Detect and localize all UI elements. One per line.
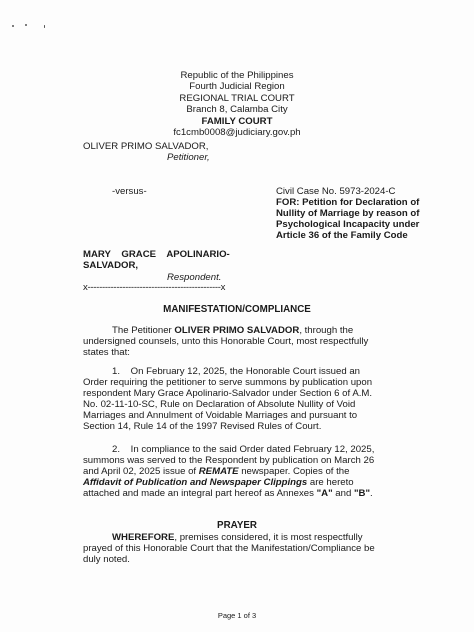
- petitioner-name-inline: OLIVER PRIMO SALVADOR: [174, 325, 300, 336]
- prayer-heading: PRAYER: [217, 520, 257, 531]
- caption-separator: x----------------------------------------------x: [83, 282, 226, 293]
- scan-speck: [25, 24, 27, 26]
- annex-title: Affidavit of Publication and Newspaper Clippings: [83, 477, 308, 488]
- page-number: Page 1 of 3: [217, 611, 257, 620]
- header-line: FAMILY COURT: [201, 115, 273, 127]
- para2-text: are hereto: [307, 477, 354, 488]
- respondent-role: Respondent.: [167, 272, 222, 283]
- intro-line: [112, 325, 353, 336]
- case-title-line: FOR: Petition for Declaration of: [276, 197, 420, 208]
- para1-line: 1. On February 12, 2025, the Honorable Court issued an: [112, 366, 360, 377]
- versus-label: -versus-: [112, 186, 147, 197]
- petitioner-name: OLIVER PRIMO SALVADOR,: [83, 141, 209, 152]
- para2-text: and April 02, 2025 issue of: [83, 466, 199, 477]
- para2-line: summons was served to the Respondent by publication on March 26: [83, 455, 375, 466]
- header-line: Republic of the Philippines: [180, 70, 294, 81]
- intro-text: The Petitioner: [112, 325, 175, 336]
- intro-text: , through the: [299, 325, 354, 336]
- intro-line: states that:: [83, 347, 130, 358]
- petitioner-role: Petitioner,: [167, 152, 210, 163]
- respondent-name: SALVADOR,: [83, 260, 139, 271]
- case-title-line: Nullity of Marriage by reason of: [276, 208, 420, 219]
- para2-text: attached and made an integral part hereof as Annexes: [83, 488, 317, 499]
- case-title-line: Article 36 of the Family Code: [276, 230, 408, 241]
- prayer-text: , premises considered, it is most respectfully: [174, 532, 363, 543]
- header-line: Branch 8, Calamba City: [186, 104, 288, 116]
- para1-line: respondent Mary Grace Apolinario-Salvador under Section 6 of A.M.: [83, 388, 373, 399]
- newspaper-name: REMATE: [198, 466, 239, 477]
- header-email: fc1cmb0008@judiciary.gov.ph: [173, 127, 301, 139]
- header-line: REGIONAL TRIAL COURT: [179, 92, 295, 104]
- prayer-line: [112, 532, 363, 543]
- prayer-line: prayed of this Honorable Court that the Manifestation/Compliance be: [83, 543, 375, 554]
- case-number: Civil Case No. 5973-2024-C: [276, 186, 396, 197]
- header-line: Fourth Judicial Region: [189, 81, 285, 93]
- wherefore-label: WHEREFORE: [112, 532, 175, 543]
- para2-text: .: [370, 488, 373, 499]
- para1-line: Marriages and Annulment of Voidable Marriages and pursuant to: [83, 410, 358, 421]
- para2-line: 2. In compliance to the said Order dated February 12, 2025,: [112, 444, 375, 455]
- prayer-line: duly noted.: [83, 554, 130, 565]
- para2-line: [83, 477, 354, 488]
- respondent-name: MARY GRACE APOLINARIO-: [83, 249, 230, 260]
- document-title: MANIFESTATION/COMPLIANCE: [163, 304, 311, 315]
- scan-speck: [44, 25, 45, 28]
- para2-line: [83, 466, 349, 477]
- intro-line: undersigned counsels, unto this Honorable Court, most respectfully: [83, 336, 369, 347]
- court-header: [0, 70, 474, 138]
- scan-speck: [12, 25, 14, 27]
- case-title-line: Psychological Incapacity under: [276, 219, 420, 230]
- para2-text: newspaper. Copies of the: [238, 466, 350, 477]
- annex-label: "B": [353, 488, 371, 499]
- para2-line: [83, 488, 373, 499]
- para2-text: and: [332, 488, 354, 499]
- annex-label: "A": [316, 488, 333, 499]
- para1-line: Order requiring the petitioner to serve summons by publication upon: [83, 377, 373, 388]
- para1-line: Section 14, Rule 14 of the 1997 Revised Rules of Court.: [83, 421, 322, 432]
- para1-line: No. 02-11-10-SC, Rule on Declaration of Absolute Nullity of Void: [83, 399, 356, 410]
